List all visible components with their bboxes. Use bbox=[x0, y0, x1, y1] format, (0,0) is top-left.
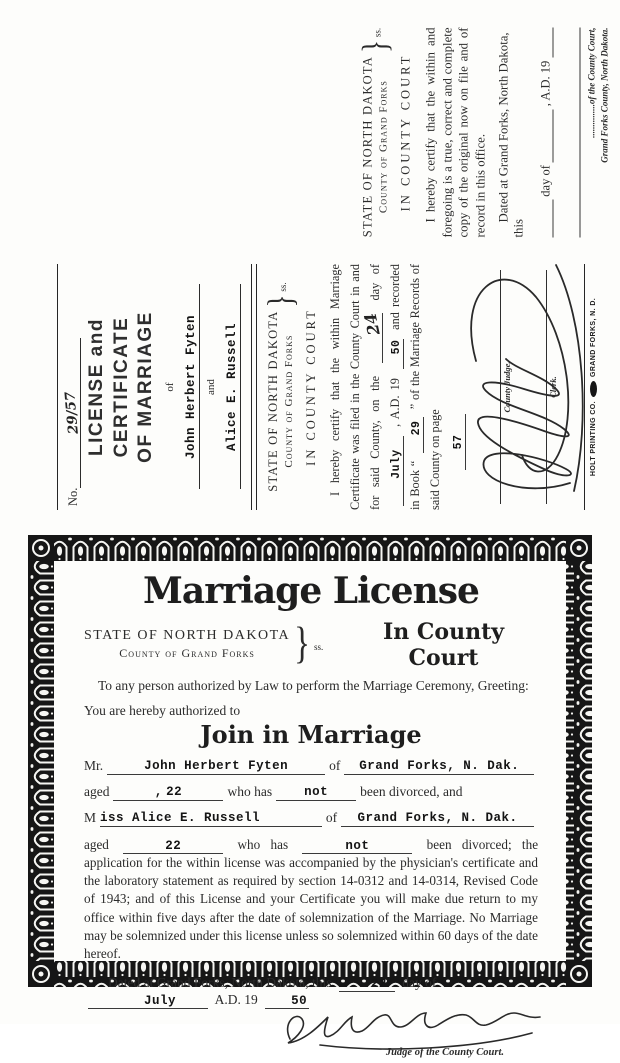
county-line: County of Grand Forks bbox=[283, 334, 296, 468]
back-title-line-1: LICENSE and CERTIFICATE bbox=[86, 316, 132, 458]
signature-rule bbox=[579, 28, 580, 238]
who-has-label: who has bbox=[227, 783, 273, 799]
groom-name: John Herbert Fyten bbox=[144, 758, 289, 773]
court-line: IN COUNTY COURT bbox=[398, 53, 413, 212]
dated-prefix: Dated at Grand Forks, North Dakota, this bbox=[108, 975, 332, 991]
bride-residence-field bbox=[341, 810, 534, 827]
groom-residence-field bbox=[344, 758, 534, 775]
divorced-and-label: been divorced, and bbox=[360, 783, 463, 799]
printer-city: GRAND FORKS, N. D. bbox=[590, 297, 598, 378]
officer-caption bbox=[585, 28, 612, 238]
filed-year: 50 bbox=[389, 339, 403, 355]
book-field bbox=[409, 417, 424, 453]
groom-divorce-field bbox=[276, 784, 356, 801]
county-line: County of Grand Forks bbox=[119, 646, 255, 661]
groom-age-field bbox=[113, 784, 223, 801]
filed-ad19: , A.D. 19 bbox=[387, 378, 402, 427]
clerk-signature bbox=[452, 256, 592, 512]
judge-caption: Judge of the County Court. bbox=[385, 1047, 504, 1059]
license-header bbox=[84, 619, 538, 671]
dated-month: July bbox=[143, 994, 176, 1009]
dated-ad19: A.D. 19 bbox=[214, 992, 258, 1008]
judge-signature-zone bbox=[84, 1011, 538, 1063]
authorized-line: You are hereby authorized to bbox=[84, 702, 241, 718]
jurat-license bbox=[84, 619, 349, 669]
groom-age-row bbox=[84, 784, 538, 801]
filed-day-of: day of bbox=[367, 263, 382, 301]
filed-text-3: ” of the Marriage Records of said County on page bbox=[407, 263, 442, 510]
printer-name: HOLT PRINTING CO. bbox=[590, 401, 598, 477]
license-content bbox=[54, 561, 566, 1059]
who-has-label-2: who has bbox=[237, 836, 289, 852]
court-title: In County Court bbox=[382, 618, 505, 671]
caption-line-1: ...............of the County Court, bbox=[586, 27, 596, 138]
greeting-line: To any person authorized by Law to perform the Marriage Ceremony, Greeting: bbox=[98, 677, 529, 693]
judge-label: County Judge. bbox=[502, 361, 513, 413]
bride-name: Alice E. Russell bbox=[225, 322, 240, 452]
back-title bbox=[85, 262, 159, 512]
brace-glyph: } bbox=[354, 40, 395, 54]
jurat-back bbox=[259, 262, 301, 512]
state-line: STATE OF NORTH DAKOTA bbox=[360, 56, 375, 238]
filing-statement bbox=[326, 264, 445, 510]
bride-name-field bbox=[100, 810, 322, 827]
dated-month-field bbox=[88, 993, 208, 1009]
mr-label: Mr. bbox=[84, 757, 104, 773]
groom-age: 22 bbox=[166, 784, 183, 799]
date-blanks-row bbox=[538, 28, 553, 238]
double-rule bbox=[251, 264, 257, 510]
certification-text: I hereby certify that the within and foregoing is a true, correct and complete copy of the original now on file and of record in this office. bbox=[423, 27, 488, 238]
court-line: IN COUNTY COURT bbox=[304, 308, 319, 466]
day-of-label: day of bbox=[538, 165, 552, 197]
file-number-value: 29/57 bbox=[62, 390, 82, 435]
file-number-row bbox=[64, 268, 81, 506]
bride-divorce-field bbox=[302, 838, 412, 854]
clerk-label: Clerk. bbox=[548, 376, 559, 398]
brace-glyph: } bbox=[259, 294, 301, 308]
filed-month: July bbox=[389, 449, 403, 479]
groom-name: John Herbert Fyten bbox=[184, 314, 199, 460]
of-word: of bbox=[164, 382, 177, 392]
bride-name-field bbox=[222, 285, 241, 490]
conditions-paragraph bbox=[84, 836, 538, 964]
judge-signature bbox=[269, 1005, 559, 1053]
book-number: 29 bbox=[409, 420, 423, 436]
bride-residence: Grand Forks, N. Dak. bbox=[357, 810, 518, 825]
aged-label-2: aged bbox=[84, 836, 109, 852]
groom-name-field bbox=[181, 285, 200, 490]
ss-abbrev: ss. bbox=[277, 282, 288, 292]
brace-glyph: } bbox=[294, 619, 310, 669]
bride-age-field bbox=[123, 838, 223, 854]
back-title-line-2: OF MARRIAGE bbox=[135, 311, 157, 463]
blank-year bbox=[539, 28, 553, 58]
aged-label: aged bbox=[84, 783, 110, 799]
license-back-panel bbox=[45, 252, 598, 522]
ad19-label: , A.D. 19 bbox=[538, 60, 552, 107]
dated-day-field bbox=[339, 976, 395, 992]
groom-name-field bbox=[107, 758, 325, 775]
bride-not: not bbox=[345, 838, 370, 853]
m-label: M bbox=[84, 809, 97, 825]
back-signature-block bbox=[480, 266, 568, 508]
dated-row bbox=[84, 975, 538, 1009]
dated-day: 22 bbox=[370, 977, 387, 992]
copy-certification-panel bbox=[345, 8, 618, 258]
file-number-field bbox=[64, 338, 81, 488]
blank-day bbox=[539, 200, 553, 238]
ss-abbrev: ss. bbox=[372, 27, 382, 38]
bride-age: 22 bbox=[165, 838, 182, 853]
top-rule bbox=[57, 264, 58, 510]
dated-day-of: day of bbox=[402, 975, 437, 991]
marriage-license-certificate bbox=[28, 535, 592, 1059]
state-line: STATE OF NORTH DAKOTA bbox=[84, 628, 291, 644]
groom-not: not bbox=[304, 784, 329, 799]
filed-year-field bbox=[389, 339, 404, 369]
ss-abbrev: ss. bbox=[313, 641, 324, 652]
and-word: and bbox=[205, 379, 218, 395]
jurat-copy bbox=[354, 27, 395, 238]
dated-year: 50 bbox=[291, 994, 308, 1009]
dated-line: Dated at Grand Forks, North Dakota, this bbox=[496, 32, 525, 238]
blank-month bbox=[539, 109, 553, 162]
county-line: County of Grand Forks bbox=[377, 80, 390, 214]
groom-age-mark: , bbox=[154, 784, 163, 799]
conditions-text: been divorced; the application for the within license was accompanied by the physician's certificate and the laboratory statement as required by section 14-0312 and 14-0314, Revised Code of 1943; and of this License and your Certificate you will make due return to my office within five days after the date of solemnization of the Marriage. No Marriage may be solemnized under this license unless so solemnized within 60 days of the date hereof. bbox=[84, 836, 539, 962]
groom-residence: Grand Forks, N. Dak. bbox=[359, 758, 520, 773]
filed-day-field bbox=[360, 311, 384, 363]
filed-text-1: I hereby certify that the within Marriage Certificate was filed in the County Court in and for said County, on the bbox=[328, 264, 382, 510]
record-page: 57 bbox=[451, 434, 465, 450]
state-line: STATE OF NORTH DAKOTA bbox=[266, 310, 281, 492]
filed-text-2: and recorded in Book “ bbox=[387, 263, 422, 510]
caption-line-2: Grand Forks County, North Dakota. bbox=[599, 27, 610, 163]
filed-month-field bbox=[389, 436, 404, 506]
join-in-marriage-title: Join in Marriage bbox=[200, 719, 422, 749]
bride-name: iss Alice E. Russell bbox=[100, 810, 261, 825]
bride-row bbox=[84, 810, 538, 827]
license-title: Marriage License bbox=[143, 570, 479, 612]
no-label: No. bbox=[66, 487, 80, 506]
filed-day: 24 bbox=[360, 311, 384, 338]
groom-row bbox=[84, 758, 538, 775]
of-label: of bbox=[329, 757, 341, 773]
of-label: of bbox=[325, 809, 338, 825]
